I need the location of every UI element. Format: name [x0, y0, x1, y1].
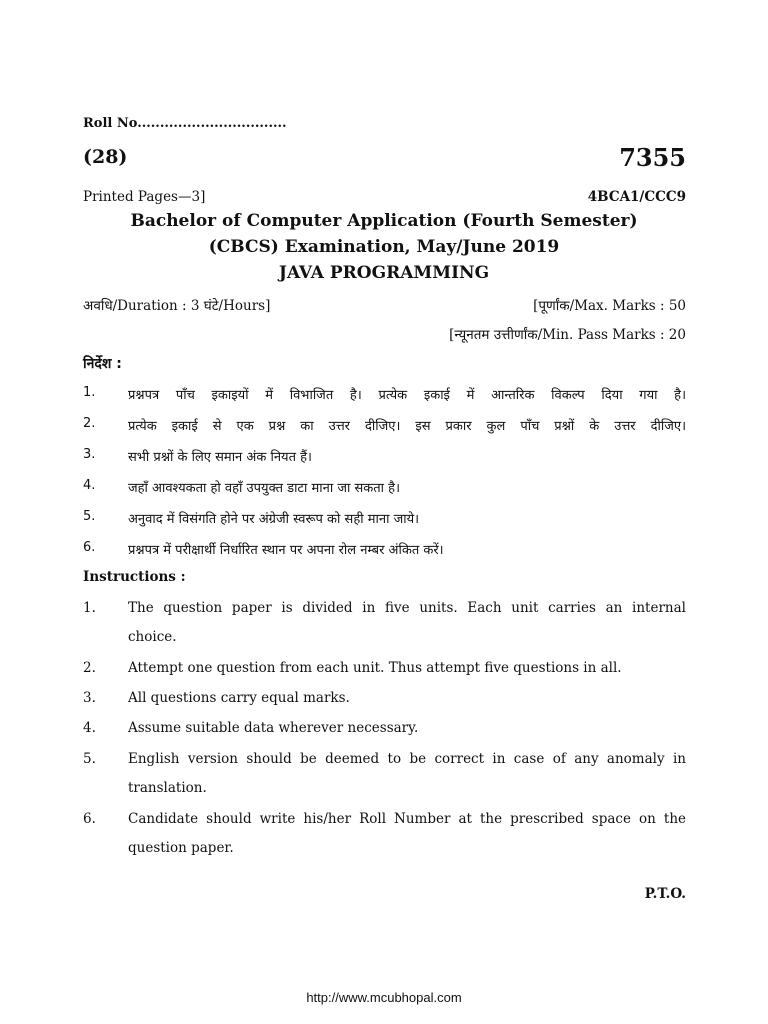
item-text: अनुवाद में विसंगति होने पर अंग्रेजी स्वरूप को सही माना जाये।: [128, 512, 420, 527]
item-number: 1.: [83, 600, 96, 616]
item-text: All questions carry equal marks.: [128, 690, 350, 706]
min-pass-marks: [न्यूनतम उत्तीर्णांक/Min. Pass Marks : 20: [449, 327, 686, 343]
pto-label: P.T.O.: [644, 886, 686, 902]
paper-code: 4BCA1/CCC9: [587, 189, 686, 205]
duration: अवधि/Duration : 3 घंटे/Hours]: [83, 298, 271, 314]
hindi-heading: निर्देश :: [83, 356, 122, 372]
item-number: 2.: [83, 660, 96, 676]
item-text-continued: question paper.: [128, 840, 234, 856]
item-number: 5.: [83, 751, 96, 767]
item-number: 4.: [83, 720, 96, 736]
item-text: प्रश्नपत्र में परीक्षार्थी निर्धारित स्थान पर अपना रोल नम्बर अंकित करें।: [128, 543, 444, 558]
item-text: प्रश्नपत्र पाँच इकाइयों में विभाजित है। प्रत्येक इकाई में आन्तरिक विकल्प दिया गया है।: [128, 388, 686, 403]
title-line-3: JAVA PROGRAMMING: [278, 263, 490, 283]
item-text: The question paper is divided in five units. Each unit carries an internal: [128, 600, 686, 616]
item-text: Assume suitable data wherever necessary.: [128, 720, 419, 736]
item-number: 5.: [83, 509, 96, 524]
item-number: 3.: [83, 690, 96, 706]
item-number: 3.: [83, 447, 96, 462]
item-number: 2.: [83, 416, 96, 431]
item-number: 1.: [83, 385, 96, 400]
instructions-heading: Instructions :: [83, 569, 186, 585]
title-line-2: (CBCS) Examination, May/June 2019: [208, 237, 560, 257]
footer-url[interactable]: http://www.mcubhopal.com: [306, 990, 462, 1005]
item-text: Candidate should write his/her Roll Number at the prescribed space on the: [128, 811, 686, 827]
item-number: 6.: [83, 540, 96, 555]
item-text-continued: choice.: [128, 629, 177, 645]
item-number: 4.: [83, 478, 96, 493]
item-text: जहाँ आवश्यकता हो वहाँ उपयुक्त डाटा माना जा सकता है।: [128, 481, 400, 496]
max-marks: [पूर्णांक/Max. Marks : 50: [533, 298, 686, 314]
title-line-1: Bachelor of Computer Application (Fourth Semester): [130, 211, 638, 231]
item-text-continued: translation.: [128, 780, 207, 796]
code-right: 7355: [619, 143, 686, 172]
item-text: English version should be deemed to be correct in case of any anomaly in: [128, 751, 686, 767]
item-text: Attempt one question from each unit. Thus attempt five questions in all.: [128, 660, 622, 676]
roll-no: Roll No.................................: [83, 116, 287, 131]
item-text: प्रत्येक इकाई से एक प्रश्न का उत्तर दीजिए। इस प्रकार कुल पाँच प्रश्नों के उत्तर दीजिए।: [128, 419, 686, 434]
item-number: 6.: [83, 811, 96, 827]
item-text: सभी प्रश्नों के लिए समान अंक नियत हैं।: [128, 450, 312, 465]
printed-pages: Printed Pages—3]: [83, 189, 206, 205]
code-left: (28): [83, 146, 128, 168]
